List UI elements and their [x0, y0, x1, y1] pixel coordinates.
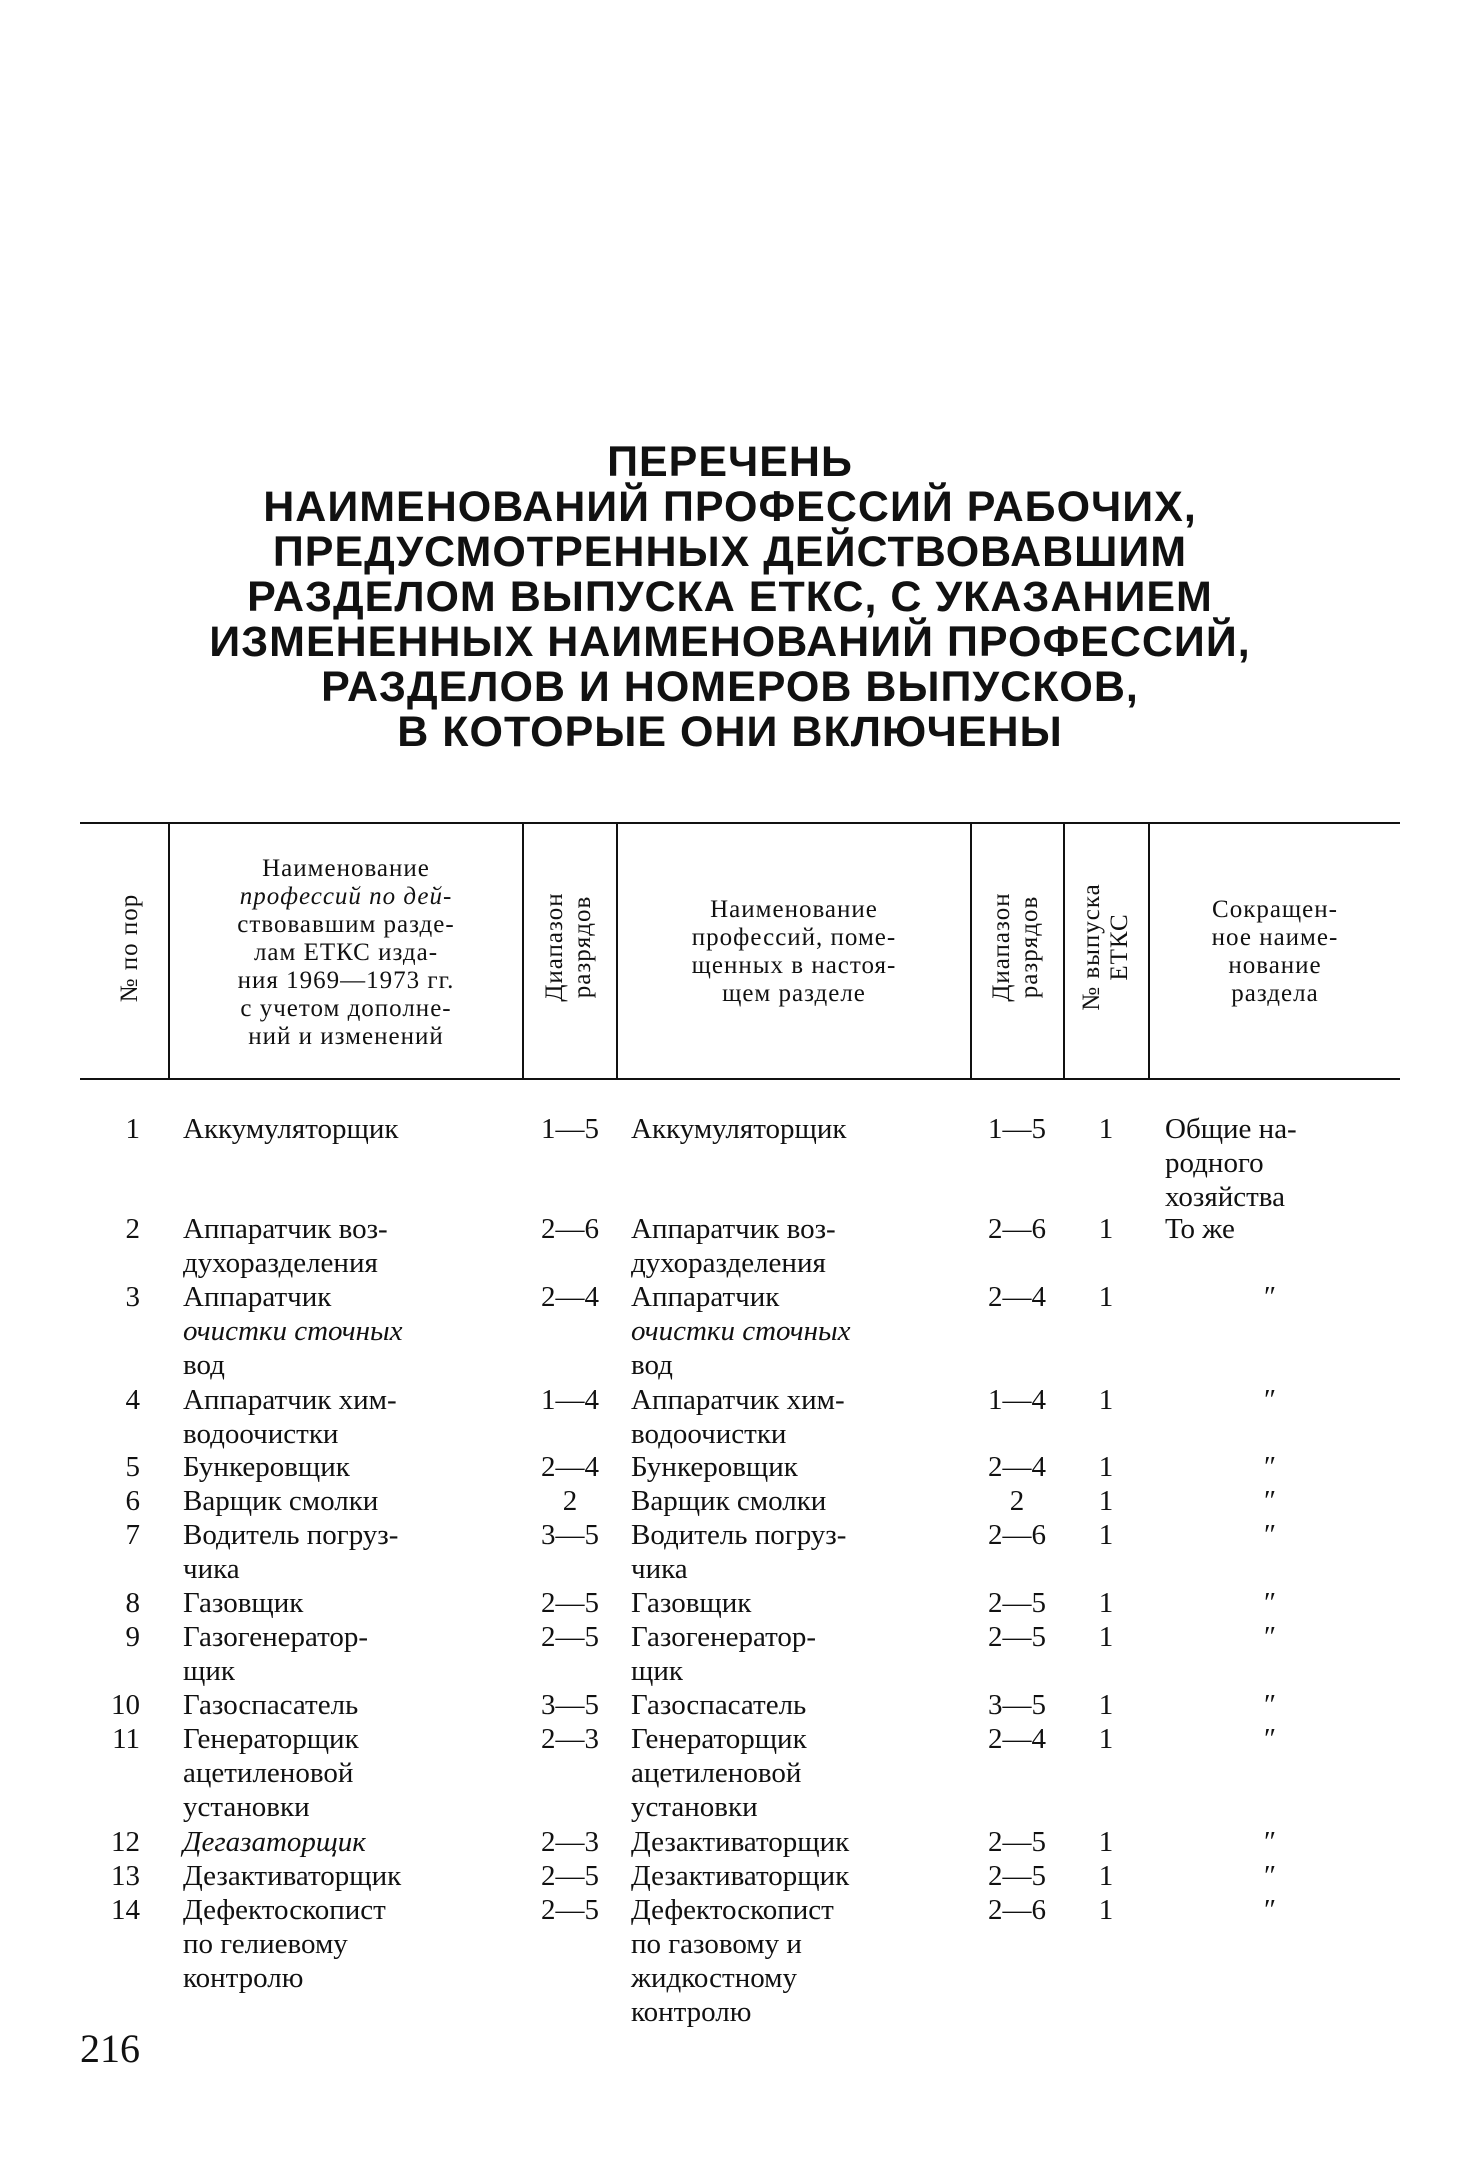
- old-profession-name: Бункеровщик: [183, 1451, 350, 1483]
- old-grade-range: 2—6: [541, 1213, 599, 1245]
- header-line: с учетом дополне-: [240, 995, 452, 1022]
- old-profession-name: по гелиевому: [183, 1928, 348, 1960]
- header-line: ное наиме-: [1211, 924, 1339, 951]
- header-line: ствовавшим разде-: [237, 911, 455, 938]
- old-profession-name: щик: [183, 1655, 235, 1687]
- header-line: профессий по дей-: [239, 883, 453, 910]
- new-grade-range: 2—5: [988, 1587, 1046, 1619]
- ditto-mark: ″: [1263, 1451, 1277, 1483]
- old-grade-range: 2—3: [541, 1723, 599, 1755]
- new-profession-name: Газоспасатель: [631, 1689, 807, 1721]
- old-profession-name: Аппаратчик хим-: [183, 1384, 397, 1416]
- old-profession-name: Газогенератор-: [183, 1621, 369, 1653]
- old-profession-name: Аппаратчик воз-: [183, 1213, 388, 1245]
- new-profession-name: Бункеровщик: [631, 1451, 798, 1483]
- old-grade-range: 2—5: [541, 1587, 599, 1619]
- new-profession-name: Аппаратчик хим-: [631, 1384, 845, 1416]
- new-profession-name: по газовому и: [631, 1928, 802, 1960]
- new-grade-range: 2—4: [988, 1281, 1046, 1313]
- new-grade-range: 2—4: [988, 1451, 1046, 1483]
- header-new-name: [624, 896, 964, 1008]
- row-number: 7: [125, 1519, 140, 1551]
- title-line: В КОТОРЫЕ ОНИ ВКЛЮЧЕНЫ: [397, 708, 1063, 756]
- title-line: РАЗДЕЛОВ И НОМЕРОВ ВЫПУСКОВ,: [321, 663, 1139, 711]
- header-line: щенных в настоя-: [691, 952, 897, 979]
- title-line: НАИМЕНОВАНИЙ ПРОФЕССИЙ РАБОЧИХ,: [263, 483, 1197, 531]
- old-profession-name: Аппаратчик: [183, 1281, 332, 1313]
- ditto-mark: ″: [1263, 1519, 1277, 1551]
- page-number: 216: [80, 2026, 140, 2071]
- row-number: 2: [125, 1213, 140, 1245]
- old-grade-range: 2—4: [541, 1281, 599, 1313]
- old-profession-name: Генераторщик: [183, 1723, 359, 1755]
- new-profession-name: вод: [631, 1349, 673, 1381]
- header-old-name: [176, 855, 516, 1051]
- new-grade-range: 2—5: [988, 1621, 1046, 1653]
- section-name: хозяйства: [1165, 1181, 1285, 1213]
- header-line: Наименование: [710, 896, 878, 923]
- row-number: 4: [125, 1384, 140, 1416]
- header-line: щем разделе: [722, 980, 866, 1007]
- etks-issue-number: 1: [1098, 1384, 1114, 1416]
- column-divider: [616, 822, 618, 1080]
- row-number: 5: [125, 1451, 140, 1483]
- etks-issue-number: 1: [1098, 1485, 1114, 1517]
- header-new-range: [988, 857, 1044, 1037]
- new-grade-range: 2—4: [988, 1723, 1046, 1755]
- header-line: ЕТКС: [1106, 913, 1133, 981]
- old-profession-name: Дегазаторщик: [183, 1826, 366, 1858]
- etks-issue-number: 1: [1098, 1894, 1114, 1926]
- column-divider: [970, 822, 972, 1080]
- old-profession-name: установки: [183, 1791, 310, 1823]
- header-line: Диапазон: [541, 892, 568, 1002]
- header-section: [1155, 896, 1395, 1008]
- row-number: 8: [125, 1587, 140, 1619]
- old-grade-range: 2—4: [541, 1451, 599, 1483]
- header-line: нование: [1228, 952, 1322, 979]
- new-profession-name: Дефектоскопист: [631, 1894, 834, 1926]
- old-grade-range: 1—4: [541, 1384, 599, 1416]
- new-profession-name: установки: [631, 1791, 758, 1823]
- old-profession-name: Газовщик: [183, 1587, 304, 1619]
- old-grade-range: 2: [562, 1485, 578, 1517]
- old-profession-name: ацетиленовой: [183, 1757, 354, 1789]
- new-profession-name: очистки сточных: [631, 1315, 851, 1347]
- row-number: 9: [125, 1621, 140, 1653]
- old-profession-name: контролю: [183, 1962, 304, 1994]
- ditto-mark: ″: [1263, 1485, 1277, 1517]
- header-line: № выпуска: [1078, 883, 1105, 1011]
- ditto-mark: ″: [1263, 1281, 1277, 1313]
- row-number: 10: [111, 1689, 140, 1721]
- new-profession-name: Дезактиваторщик: [631, 1860, 850, 1892]
- header-old-range: [541, 857, 597, 1037]
- new-profession-name: Газогенератор-: [631, 1621, 817, 1653]
- ditto-mark: ″: [1263, 1621, 1277, 1653]
- new-profession-name: духоразделения: [631, 1247, 826, 1279]
- header-issue: [1078, 857, 1134, 1037]
- etks-issue-number: 1: [1098, 1451, 1114, 1483]
- column-divider: [1148, 822, 1150, 1080]
- old-profession-name: Дефектоскопист: [183, 1894, 386, 1926]
- table-header-rule: [80, 1078, 1400, 1080]
- new-profession-name: щик: [631, 1655, 683, 1687]
- row-number: 12: [111, 1826, 140, 1858]
- new-grade-range: 2—6: [988, 1519, 1046, 1551]
- new-profession-name: Аппаратчик: [631, 1281, 780, 1313]
- etks-issue-number: 1: [1098, 1587, 1114, 1619]
- table-top-rule: [80, 822, 1400, 824]
- ditto-mark: ″: [1263, 1689, 1277, 1721]
- new-profession-name: чика: [631, 1553, 688, 1585]
- old-profession-name: Газоспасатель: [183, 1689, 359, 1721]
- new-grade-range: 2—5: [988, 1826, 1046, 1858]
- etks-issue-number: 1: [1098, 1213, 1114, 1245]
- title-line: ИЗМЕНЕННЫХ НАИМЕНОВАНИЙ ПРОФЕССИЙ,: [209, 618, 1251, 666]
- old-profession-name: водоочистки: [183, 1418, 339, 1450]
- old-profession-name: духоразделения: [183, 1247, 378, 1279]
- old-profession-name: Аккумуляторщик: [183, 1113, 399, 1145]
- new-profession-name: контролю: [631, 1996, 752, 2028]
- header-line: Диапазон: [988, 892, 1015, 1002]
- column-divider: [522, 822, 524, 1080]
- row-number: 11: [112, 1723, 140, 1755]
- etks-issue-number: 1: [1098, 1621, 1114, 1653]
- header-line: лам ЕТКС изда-: [253, 939, 439, 966]
- new-profession-name: Генераторщик: [631, 1723, 807, 1755]
- row-number: 6: [125, 1485, 140, 1517]
- document-title: [150, 440, 1310, 755]
- new-profession-name: жидкостному: [631, 1962, 798, 1994]
- etks-issue-number: 1: [1098, 1113, 1114, 1145]
- old-profession-name: вод: [183, 1349, 225, 1381]
- old-grade-range: 2—5: [541, 1621, 599, 1653]
- header-row-number: № по пор: [116, 893, 143, 1003]
- header-line: разрядов: [569, 895, 596, 999]
- etks-issue-number: 1: [1098, 1826, 1114, 1858]
- old-profession-name: чика: [183, 1553, 240, 1585]
- old-grade-range: 3—5: [541, 1519, 599, 1551]
- new-profession-name: водоочистки: [631, 1418, 787, 1450]
- new-profession-name: Аккумуляторщик: [631, 1113, 847, 1145]
- ditto-mark: ″: [1263, 1860, 1277, 1892]
- ditto-mark: ″: [1263, 1894, 1277, 1926]
- new-profession-name: Водитель погруз-: [631, 1519, 847, 1551]
- title-line: РАЗДЕЛОМ ВЫПУСКА ЕТКС, С УКАЗАНИЕМ: [247, 573, 1213, 621]
- column-divider: [1063, 822, 1065, 1080]
- new-grade-range: 3—5: [988, 1689, 1046, 1721]
- old-grade-range: 3—5: [541, 1689, 599, 1721]
- new-grade-range: 2: [1009, 1485, 1025, 1517]
- new-grade-range: 1—4: [988, 1384, 1046, 1416]
- old-grade-range: 2—5: [541, 1894, 599, 1926]
- etks-issue-number: 1: [1098, 1860, 1114, 1892]
- old-grade-range: 2—5: [541, 1860, 599, 1892]
- title-line: ПРЕДУСМОТРЕННЫХ ДЕЙСТВОВАВШИМ: [272, 528, 1188, 576]
- column-divider: [168, 822, 170, 1080]
- new-profession-name: Варщик смолки: [631, 1485, 827, 1517]
- header-line: раздела: [1231, 980, 1319, 1007]
- etks-issue-number: 1: [1098, 1281, 1114, 1313]
- row-number: 14: [111, 1894, 140, 1926]
- ditto-mark: ″: [1263, 1384, 1277, 1416]
- new-profession-name: ацетиленовой: [631, 1757, 802, 1789]
- old-profession-name: Водитель погруз-: [183, 1519, 399, 1551]
- header-line: ний и изменений: [248, 1023, 444, 1050]
- ditto-mark: ″: [1263, 1826, 1277, 1858]
- header-line: Сокращен-: [1212, 896, 1338, 923]
- row-number: 3: [125, 1281, 140, 1313]
- old-profession-name: Дезактиваторщик: [183, 1860, 402, 1892]
- row-number: 13: [111, 1860, 140, 1892]
- old-grade-range: 2—3: [541, 1826, 599, 1858]
- title-line: ПЕРЕЧЕНЬ: [607, 438, 853, 486]
- new-profession-name: Аппаратчик воз-: [631, 1213, 836, 1245]
- new-grade-range: 2—6: [988, 1213, 1046, 1245]
- etks-issue-number: 1: [1098, 1723, 1114, 1755]
- ditto-mark: ″: [1263, 1723, 1277, 1755]
- section-name: родного: [1165, 1147, 1264, 1179]
- ditto-mark: ″: [1263, 1587, 1277, 1619]
- old-profession-name: очистки сточных: [183, 1315, 403, 1347]
- new-profession-name: Газовщик: [631, 1587, 752, 1619]
- new-grade-range: 1—5: [988, 1113, 1046, 1145]
- row-number: 1: [125, 1113, 140, 1145]
- new-profession-name: Дезактиваторщик: [631, 1826, 850, 1858]
- header-line: Наименование: [262, 855, 430, 882]
- header-line: ния 1969—1973 гг.: [237, 967, 455, 994]
- new-grade-range: 2—5: [988, 1860, 1046, 1892]
- new-grade-range: 2—6: [988, 1894, 1046, 1926]
- header-line: профессий, поме-: [691, 924, 897, 951]
- section-name: То же: [1165, 1213, 1235, 1245]
- old-profession-name: Варщик смолки: [183, 1485, 379, 1517]
- etks-issue-number: 1: [1098, 1519, 1114, 1551]
- etks-issue-number: 1: [1098, 1689, 1114, 1721]
- section-name: Общие на-: [1165, 1113, 1297, 1145]
- header-line: разрядов: [1016, 895, 1043, 999]
- old-grade-range: 1—5: [541, 1113, 599, 1145]
